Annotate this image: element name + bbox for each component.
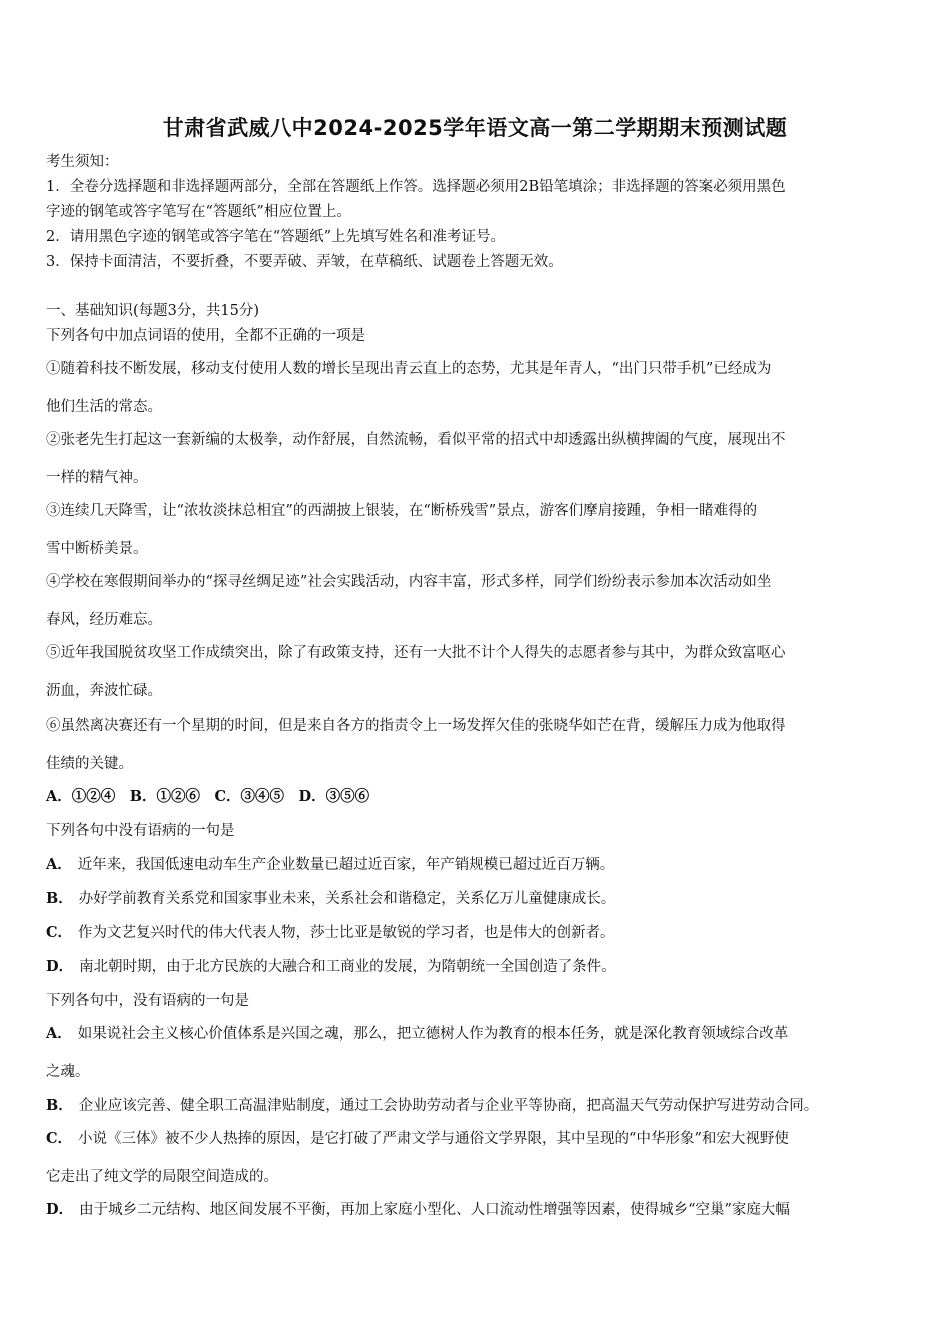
page-title: 甘肃省武威八中2024-2025学年语文高一第二学期期末预测试题 — [162, 116, 788, 140]
option-label: A． — [46, 1025, 72, 1042]
q1-sentence: ②张老先生打起这一套新编的太极拳，动作舒展，自然流畅，看似平常的招式中却透露出纵横捭阖的气度，展现出不 — [46, 432, 786, 448]
q3-option — [46, 1129, 789, 1149]
option-text: 如果说社会主义核心价值体系是兴国之魂，那么，把立德树人作为教育的根本任务，就是深化教育领域综合改革 — [77, 1026, 789, 1042]
q1-sentence: 春风，经历难忘。 — [46, 612, 162, 628]
option-text: 小说《三体》被不少人热捧的原因，是它打破了严肃文学与通俗文学界限，其中呈现的“中华形象”和宏大视野使 — [78, 1131, 789, 1147]
q3-option — [46, 1096, 818, 1116]
q1-sentence: ④学校在寒假期间举办的“探寻丝绸足迹”社会实践活动，内容丰富，形式多样，同学们纷纷表示参加本次活动如坐 — [46, 574, 772, 590]
question-stem: 下列各句中加点词语的使用，全都不正确的一项是 — [46, 328, 365, 344]
option-label: A． — [46, 856, 72, 873]
notice-item: 1．全卷分选择题和非选择题两部分，全部在答题纸上作答。选择题必须用2B铅笔填涂；非选择题的答案必须用黑色 — [46, 179, 786, 195]
question-stem: 下列各句中，没有语病的一句是 — [46, 993, 249, 1009]
section-heading: 一、基础知识(每题3分，共15分) — [46, 303, 259, 319]
q1-options: A．①②④ B．①②⑥ C．③④⑤ D．③⑤⑥ — [46, 788, 370, 805]
q3-option-continued: 之魂。 — [46, 1064, 90, 1080]
option-text: 办好学前教育关系党和国家事业未来，关系社会和谐稳定，关系亿万儿童健康成长。 — [78, 891, 616, 907]
option-text: 由于城乡二元结构、地区间发展不平衡，再加上家庭小型化、人口流动性增强等因素，使得城乡“空巢”家庭大幅 — [79, 1202, 790, 1218]
option-label: C． — [46, 1130, 73, 1147]
option-label: B． — [46, 1097, 73, 1114]
option-text: 企业应该完善、健全职工高温津贴制度，通过工会协助劳动者与企业平等协商，把高温天气劳动保护写进劳动合同。 — [78, 1098, 819, 1114]
q2-option — [46, 855, 614, 875]
q2-option — [46, 889, 615, 909]
option-label: C． — [46, 924, 73, 941]
option-text: 作为文艺复兴时代的伟大代表人物，莎士比亚是敏锐的学习者，也是伟大的创新者。 — [78, 925, 615, 941]
q3-option — [46, 1024, 788, 1044]
q2-option — [46, 923, 615, 943]
notice-heading: 考生须知： — [46, 154, 119, 170]
q3-option-continued: 它走出了纯文学的局限空间造成的。 — [46, 1169, 278, 1185]
q1-sentence: 雪中断桥美景。 — [46, 541, 148, 557]
option-text: 近年来，我国低速电动车生产企业数量已超过近百家，年产销规模已超过近百万辆。 — [77, 857, 615, 873]
notice-item: 3．保持卡面清洁，不要折叠，不要弄破、弄皱，在草稿纸、试题卷上答题无效。 — [46, 254, 563, 270]
option-label: D． — [46, 1201, 74, 1218]
q1-sentence: ①随着科技不断发展，移动支付使用人数的增长呈现出青云直上的态势，尤其是年青人，“出门只带手机”已经成为 — [46, 361, 772, 377]
option-label: D． — [46, 958, 74, 975]
q1-sentence: 佳绩的关键。 — [46, 756, 133, 772]
q1-sentence: 他们生活的常态。 — [46, 399, 162, 415]
notice-item: 字迹的钢笔或答字笔写在“答题纸”相应位置上。 — [46, 204, 351, 220]
q1-sentence: 沥血，奔波忙碌。 — [46, 683, 162, 699]
q1-sentence: ③连续几天降雪，让“浓妆淡抹总相宜”的西湖披上银装，在“断桥残雪”景点，游客们摩肩接踵，争相一睹难得的 — [46, 503, 758, 519]
q1-sentence: ⑥虽然离决赛还有一个星期的时间，但是来自各方的指责令上一场发挥欠佳的张晓华如芒在背，缓解压力成为他取得 — [46, 718, 786, 734]
option-label: B． — [46, 890, 73, 907]
question-stem: 下列各句中没有语病的一句是 — [46, 823, 235, 839]
notice-item: 2．请用黑色字迹的钢笔或答字笔在“答题纸”上先填写姓名和准考证号。 — [46, 229, 506, 245]
q1-sentence: 一样的精气神。 — [46, 470, 148, 486]
q2-option — [46, 957, 616, 977]
option-text: 南北朝时期，由于北方民族的大融合和工商业的发展，为隋朝统一全国创造了条件。 — [79, 959, 616, 975]
q3-option — [46, 1200, 790, 1220]
q1-sentence: ⑤近年我国脱贫攻坚工作成绩突出，除了有政策支持，还有一大批不计个人得失的志愿者参与其中，为群众致富呕心 — [46, 645, 786, 661]
